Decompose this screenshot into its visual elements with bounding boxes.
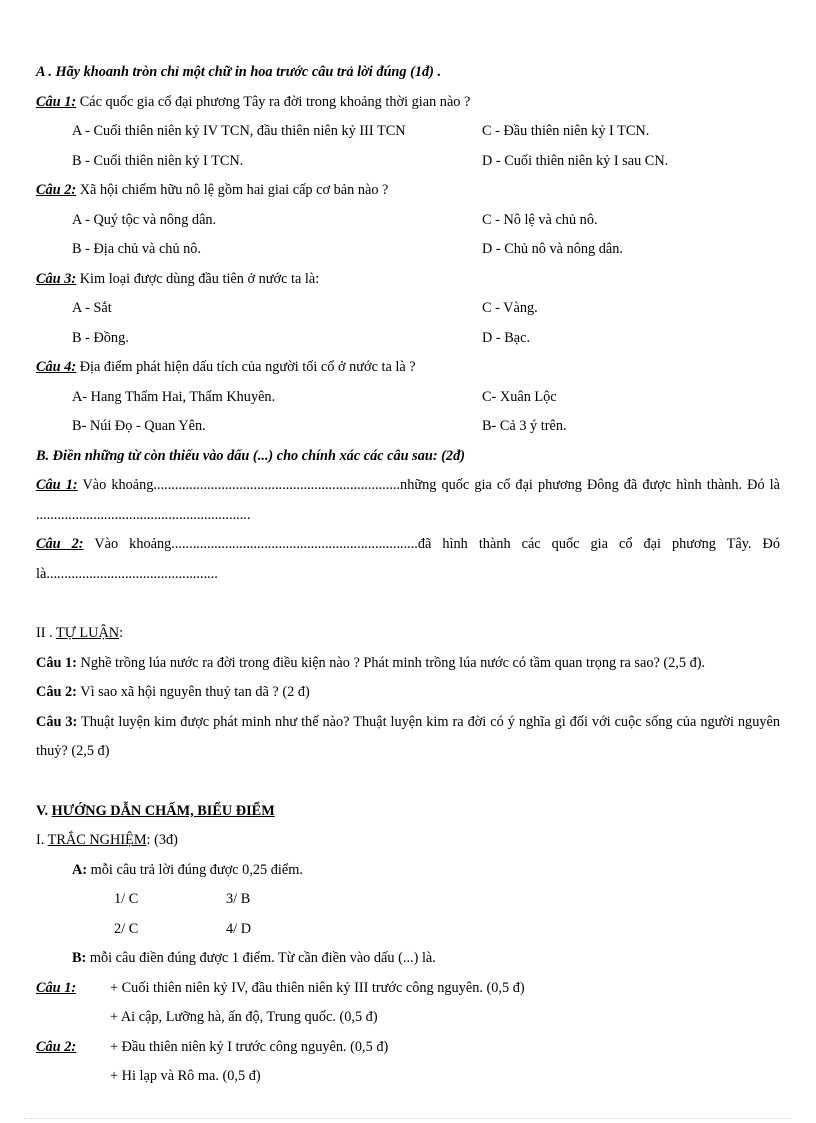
option-c: C - Nô lệ và chủ nô. [482, 211, 598, 228]
guide-item-2 [36, 1033, 780, 1063]
guide-item-1 [36, 974, 780, 1004]
question-label: Câu 4: [36, 359, 77, 375]
part-label: A: [72, 861, 88, 878]
section-score: : (3đ) [146, 832, 178, 848]
question-label: Câu 1: [36, 979, 77, 996]
section-b-heading: B. Điền những từ còn thiếu vào dấu (...) cho chính xác các câu sau: (2đ) [36, 447, 465, 464]
option-c: C- Xuân Lộc [482, 388, 557, 405]
answer-row [36, 885, 780, 915]
section-a-heading: A . Hãy khoanh tròn chỉ một chữ in hoa trước câu trả lời đúng (1đ) . [36, 64, 442, 80]
option-a: A - Sắt [72, 300, 112, 316]
section-title: TỰ LUẬN [56, 625, 120, 641]
option-c: C - Vàng. [482, 300, 538, 316]
part-a-rule [36, 856, 780, 886]
option-d: D - Chủ nô và nông dân. [482, 241, 623, 257]
option-a: A - Cuối thiên niên kỷ IV TCN, đầu thiên niên kỷ III TCN [72, 123, 406, 139]
part-text: mỗi câu điền đúng được 1 điểm. Từ cần điền vào dấu (...) là. [86, 950, 436, 966]
question-label: Câu 2: [36, 182, 77, 198]
answer-line: + Cuối thiên niên kỷ IV, đầu thiên niên kỷ III trước công nguyên. (0,5 đ) [110, 979, 525, 996]
question-label: Câu 1: [36, 477, 78, 493]
question-text: Nghề trồng lúa nước ra đời trong điều kiện nào ? Phát minh trồng lúa nước có tầm quan trọng ra sao? (2,5 đ). [76, 654, 706, 671]
section-title: TRẮC NGHIỆM [47, 832, 147, 848]
fill-in-text: Vào khoảng.....................................................................những quốc gia cổ đại phương Đông đã được hình thành. Đó là ............................................................ [36, 477, 780, 523]
question-label: Câu 2: [36, 536, 84, 552]
answer-2: 2/ C [114, 920, 139, 937]
essay-question-1 [36, 649, 780, 679]
option-d: D - Bạc. [482, 329, 531, 346]
fill-in-text: Vào khoảng.....................................................................đã hình thành các quốc gia cổ đại phương Tây. Đó là................................................ [36, 536, 780, 582]
option-b: B - Đồng. [72, 329, 129, 346]
question-label: Câu 3: [36, 270, 77, 287]
question-text: Xã hội chiếm hữu nô lệ gồm hai giai cấp cơ bản nào ? [76, 182, 389, 198]
option-b: B - Cuối thiên niên kỷ I TCN. [72, 152, 244, 169]
question-label: Câu 1: [36, 93, 77, 110]
page-bottom-rule [24, 1118, 792, 1119]
question-label: Câu 2: [36, 1038, 77, 1055]
part-text: mỗi câu trả lời đúng được 0,25 điểm. [87, 861, 303, 878]
essay-question-3 [36, 708, 780, 767]
option-c: C - Đầu thiên niên kỷ I TCN. [482, 123, 650, 139]
question-a2 [36, 176, 780, 265]
guide-item-1-cont [36, 1003, 780, 1033]
section-number: V. [36, 802, 52, 819]
trac-nghiem-heading [36, 826, 780, 856]
question-text: Các quốc gia cổ đại phương Tây ra đời trong khoảng thời gian nào ? [76, 93, 471, 110]
question-label: Câu 2: [36, 684, 77, 700]
section-colon: : [119, 625, 124, 641]
question-a3 [36, 265, 780, 354]
answer-4: 4/ D [226, 920, 252, 937]
question-label: Câu 3: [36, 713, 78, 730]
option-b: B- Núi Đọ - Quan Yên. [72, 418, 206, 434]
exam-page [36, 58, 780, 1092]
answer-line: + Đầu thiên niên kỷ I trước công nguyên. (0,5 đ) [110, 1038, 389, 1055]
fill-in-item-2 [36, 530, 780, 589]
question-text: Địa điểm phát hiện dấu tích của người tối cổ ở nước ta là ? [76, 359, 416, 375]
guide-heading [36, 797, 780, 827]
answer-1: 1/ C [114, 891, 139, 907]
answer-line: + Hi lạp và Rô ma. (0,5 đ) [110, 1068, 261, 1084]
essay-question-2 [36, 678, 780, 708]
section-title: HƯỚNG DẪN CHẤM, BIỂU ĐIỂM [51, 802, 275, 819]
answer-line: + Ai cập, Lưỡng hà, ấn độ, Trung quốc. (0,5 đ) [110, 1009, 378, 1025]
part-label: B: [72, 950, 87, 966]
option-d: D - Cuối thiên niên kỷ I sau CN. [482, 152, 669, 169]
option-a: A- Hang Thẩm Hai, Thẩm Khuyên. [72, 388, 276, 405]
option-b: B - Địa chủ và chủ nô. [72, 241, 202, 257]
question-text: Thuật luyện kim được phát minh như thế nào? Thuật luyện kim ra đời có ý nghĩa gì đối với cuộc sống của người nguyên thuỷ? (2,5 đ) [36, 713, 780, 759]
answer-3: 3/ B [226, 891, 251, 907]
option-d: B- Cả 3 ý trên. [482, 418, 567, 434]
part-b-rule [36, 944, 780, 974]
tu-luan-heading [36, 619, 780, 649]
fill-in-item-1 [36, 471, 780, 530]
option-a: A - Quý tộc và nông dân. [72, 211, 217, 228]
question-a1 [36, 88, 780, 177]
section-number: II . [36, 625, 56, 641]
question-label: Câu 1: [36, 654, 77, 671]
answer-row [36, 915, 780, 945]
question-text: Vì sao xã hội nguyên thuỷ tan dã ? (2 đ) [76, 684, 310, 700]
section-number: I. [36, 832, 48, 848]
question-text: Kim loại được dùng đầu tiên ở nước ta là: [76, 270, 320, 287]
guide-item-2-cont [36, 1062, 780, 1092]
question-a4 [36, 353, 780, 442]
